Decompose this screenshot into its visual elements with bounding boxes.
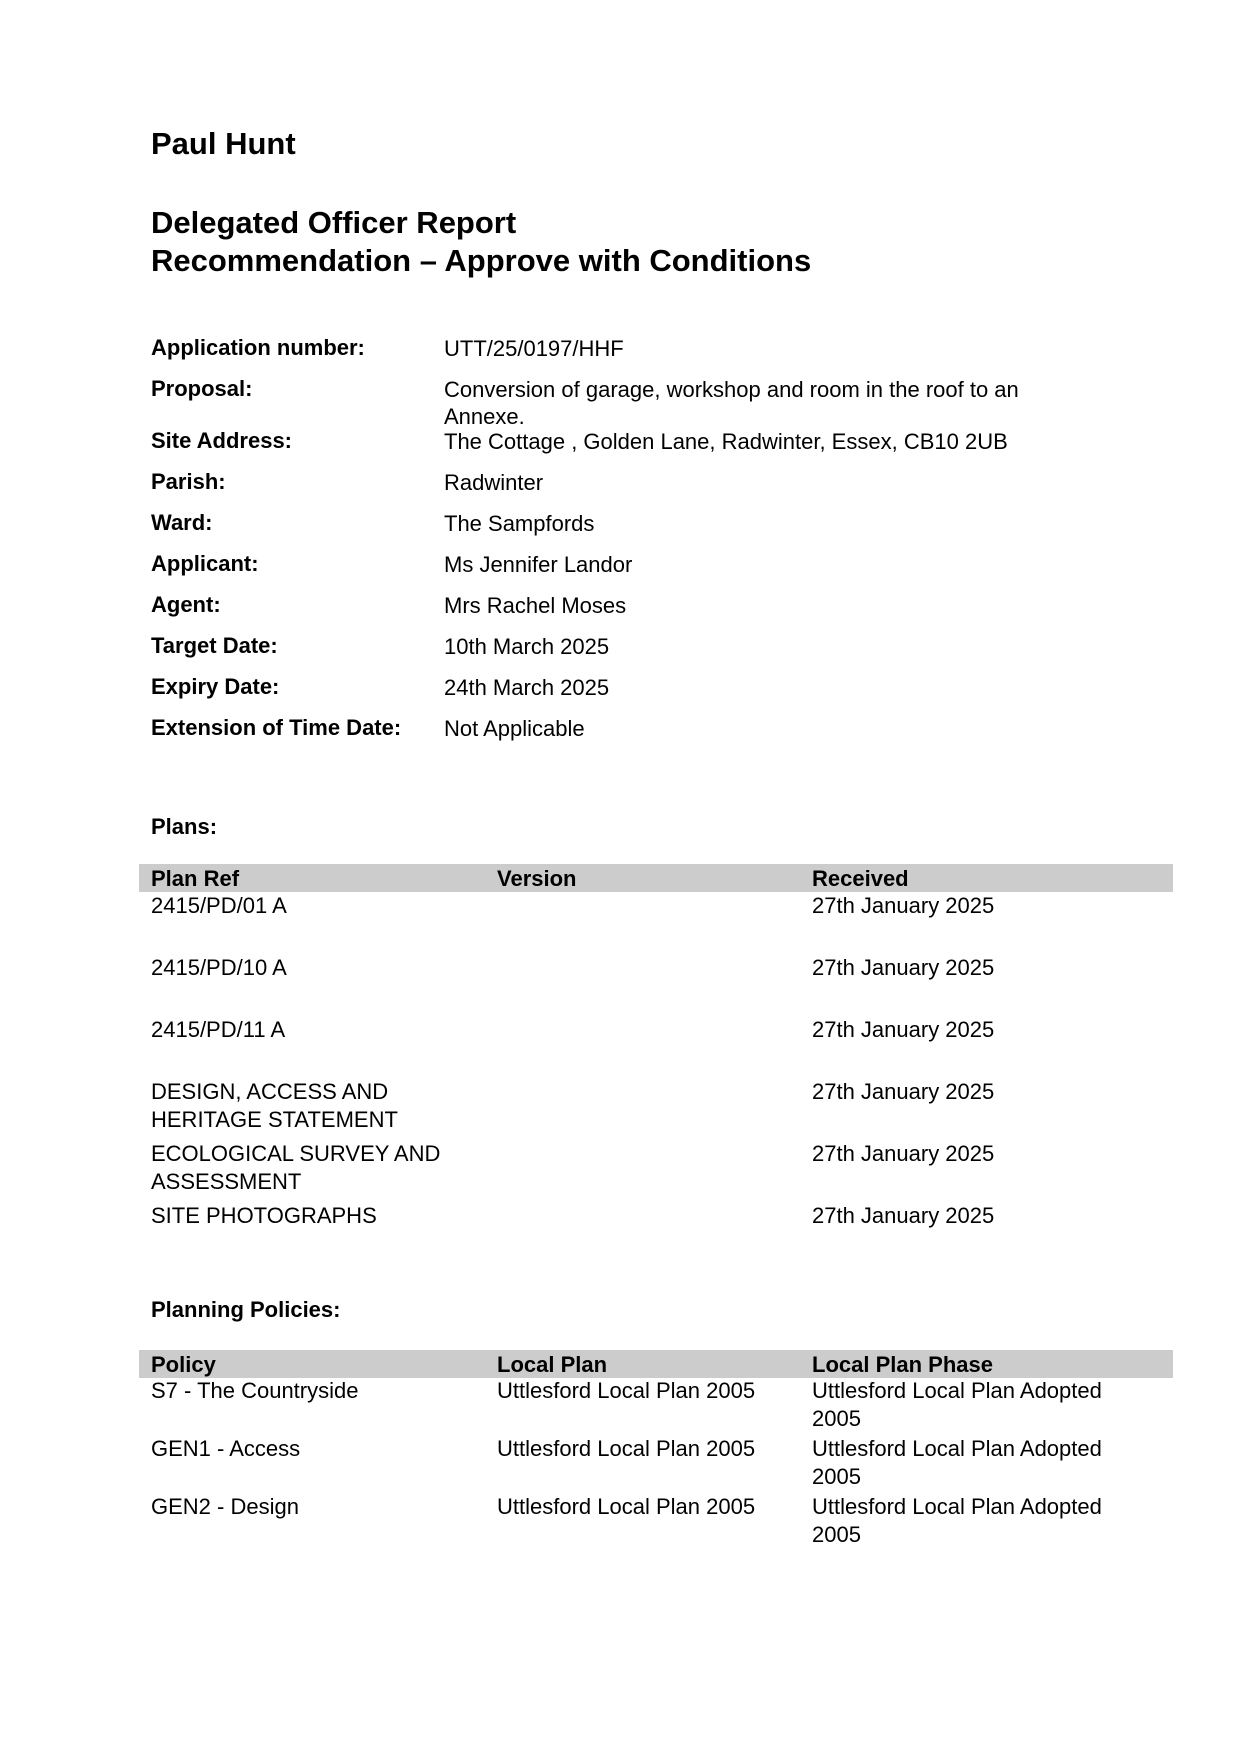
- policy-local-plan-phase: Uttlesford Local Plan Adopted 2005: [812, 1494, 1102, 1547]
- plan-received: 27th January 2025: [812, 1079, 995, 1104]
- plan-ref: ECOLOGICAL SURVEY AND ASSESSMENT: [151, 1141, 441, 1194]
- planning-policies-heading: Planning Policies:: [151, 1297, 341, 1322]
- detail-value: 10th March 2025: [444, 634, 610, 659]
- detail-value: The Cottage , Golden Lane, Radwinter, Essex, CB10 2UB: [444, 429, 1008, 454]
- recommendation: Recommendation – Approve with Conditions: [151, 243, 812, 278]
- policy-name: GEN1 - Access: [151, 1436, 301, 1461]
- detail-label: Proposal:: [151, 376, 253, 401]
- plan-received: 27th January 2025: [812, 955, 995, 980]
- detail-label: Applicant:: [151, 551, 259, 576]
- plan-received: 27th January 2025: [812, 1203, 995, 1228]
- detail-value: Ms Jennifer Landor: [444, 552, 633, 577]
- plans-heading: Plans:: [151, 814, 218, 839]
- detail-label: Expiry Date:: [151, 674, 280, 699]
- report-title: Delegated Officer Report: [151, 205, 517, 240]
- column-header-policy: Policy: [151, 1352, 216, 1377]
- column-header-received: Received: [812, 866, 909, 891]
- detail-label: Ward:: [151, 510, 213, 535]
- plan-ref: 2415/PD/11 A: [151, 1017, 286, 1042]
- policies-table-header: [139, 1350, 1173, 1378]
- detail-label: Application number:: [151, 335, 365, 360]
- plans-table: [139, 864, 1173, 1244]
- policy-name: GEN2 - Design: [151, 1494, 299, 1519]
- detail-value: The Sampfords: [444, 511, 595, 536]
- detail-value: 24th March 2025: [444, 675, 610, 700]
- author-name: Paul Hunt: [151, 126, 296, 161]
- policies-table: [139, 1350, 1173, 1560]
- detail-value: UTT/25/0197/HHF: [444, 336, 624, 361]
- plan-received: 27th January 2025: [812, 1017, 995, 1042]
- detail-label: Parish:: [151, 469, 226, 494]
- detail-value: Mrs Rachel Moses: [444, 593, 627, 618]
- detail-label: Agent:: [151, 592, 221, 617]
- plan-received: 27th January 2025: [812, 1141, 995, 1166]
- detail-label: Extension of Time Date:: [151, 715, 402, 740]
- plan-ref: DESIGN, ACCESS AND HERITAGE STATEMENT: [151, 1079, 398, 1132]
- column-header-local-plan-phase: Local Plan Phase: [812, 1352, 993, 1377]
- policy-local-plan-phase: Uttlesford Local Plan Adopted 2005: [812, 1378, 1102, 1431]
- detail-value: Not Applicable: [444, 716, 585, 741]
- detail-value: Conversion of garage, workshop and room in the roof to an Annexe.: [444, 377, 1019, 429]
- column-header-local-plan: Local Plan: [497, 1352, 608, 1377]
- detail-label: Site Address:: [151, 428, 293, 453]
- policy-name: S7 - The Countryside: [151, 1378, 359, 1403]
- column-header-version: Version: [497, 866, 577, 891]
- detail-value: Radwinter: [444, 470, 544, 495]
- plans-table-header: [139, 864, 1173, 892]
- column-header-plan-ref: Plan Ref: [151, 866, 240, 891]
- policy-local-plan: Uttlesford Local Plan 2005: [497, 1378, 756, 1403]
- plan-ref: SITE PHOTOGRAPHS: [151, 1203, 377, 1228]
- policy-local-plan-phase: Uttlesford Local Plan Adopted 2005: [812, 1436, 1102, 1489]
- detail-label: Target Date:: [151, 633, 278, 658]
- policy-local-plan: Uttlesford Local Plan 2005: [497, 1494, 756, 1519]
- plan-ref: 2415/PD/10 A: [151, 955, 287, 980]
- plan-received: 27th January 2025: [812, 893, 995, 918]
- plan-ref: 2415/PD/01 A: [151, 893, 287, 918]
- report-heading: [151, 204, 811, 280]
- policy-local-plan: Uttlesford Local Plan 2005: [497, 1436, 756, 1461]
